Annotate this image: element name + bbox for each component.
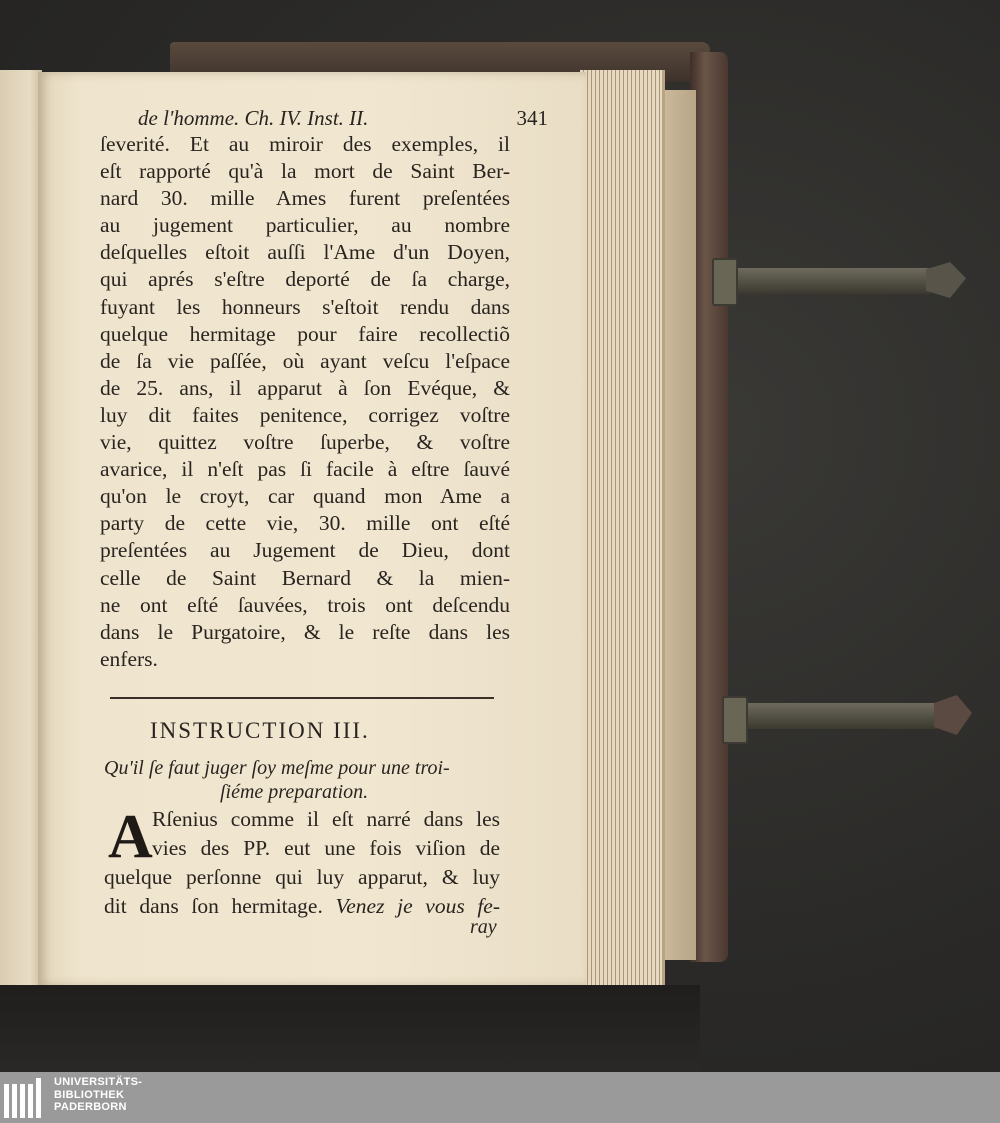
page-stack-shadow bbox=[660, 90, 696, 960]
text-line: au jugement particulier, au nombre bbox=[100, 213, 510, 238]
clasp-bottom-hinge bbox=[722, 696, 748, 744]
body-text bbox=[100, 132, 510, 674]
table-shadow bbox=[0, 985, 700, 1072]
text-line: qui aprés s'eſtre deporté de ſa charge, bbox=[100, 267, 510, 292]
text-line: party de cette vie, 30. mille ont eſté bbox=[100, 511, 510, 536]
text-line: preſentées au Jugement de Dieu, dont bbox=[100, 538, 510, 563]
text-line: fuyant les honneurs s'eſtoit rendu dans bbox=[100, 294, 510, 319]
text-line: qu'on le croyt, car quand mon Ame a bbox=[100, 484, 510, 509]
catchword: ray bbox=[470, 916, 497, 938]
library-footer bbox=[0, 1072, 1000, 1123]
subtitle-line: ſiéme preparation. bbox=[220, 781, 369, 803]
clasp-top bbox=[712, 268, 932, 294]
text-line: quelque perſonne qui luy apparut, & luy bbox=[104, 865, 500, 889]
text-line: ne ont eſté ſauvées, trois ont deſcendu bbox=[100, 592, 510, 617]
subtitle-line: Qu'il ſe faut juger ſoy meſme pour une troi- bbox=[104, 757, 450, 779]
drop-capital: A bbox=[108, 803, 153, 871]
library-name-line: BIBLIOTHEK bbox=[54, 1088, 125, 1101]
text-line: quelque hermitage pour faire recollectiõ bbox=[100, 321, 510, 346]
book-page bbox=[38, 72, 586, 986]
text-line: celle de Saint Bernard & la mien- bbox=[100, 565, 510, 590]
page-stack-fore-edge bbox=[580, 70, 665, 986]
library-logo-icon bbox=[4, 1078, 44, 1118]
facing-page-edge bbox=[0, 70, 42, 990]
text-line: de 25. ans, il apparut à ſon Evéque, & bbox=[100, 375, 510, 400]
text-line: avarice, il n'eſt pas ſi facile à eſtre ſauvé bbox=[100, 457, 510, 482]
text-line: nard 30. mille Ames furent preſentées bbox=[100, 186, 510, 211]
running-header-title: de l'homme. Ch. IV. Inst. II. bbox=[138, 106, 369, 130]
text-line bbox=[104, 894, 500, 923]
paragraph-text bbox=[104, 803, 501, 923]
section-heading: INSTRUCTION III. bbox=[150, 718, 370, 743]
text-line: Rſenius comme il eſt narré dans les bbox=[152, 807, 500, 831]
clasp-top-hinge bbox=[712, 258, 738, 306]
text-line: eſt rapporté qu'à la mort de Saint Ber- bbox=[100, 159, 510, 184]
page-number: 341 bbox=[516, 106, 548, 130]
library-name-line: UNIVERSITÄTS- bbox=[54, 1076, 143, 1088]
section-subtitle bbox=[104, 756, 504, 804]
library-name-line: PADERBORN bbox=[54, 1101, 127, 1113]
text-line: vie, quittez voſtre ſuperbe, & voſtre bbox=[100, 430, 510, 455]
text-line: ſeverité. Et au miroir des exemples, il bbox=[100, 132, 510, 156]
text-line: deſquelles eſtoit auſſi l'Ame d'un Doyen, bbox=[100, 240, 510, 265]
text-line: de ſa vie paſſée, où ayant veſcu l'eſpace bbox=[100, 348, 510, 373]
clasp-bottom bbox=[722, 703, 940, 729]
section-rule bbox=[110, 697, 494, 699]
text-line: dans le Purgatoire, & le reſte dans les bbox=[100, 619, 510, 644]
text-line-italic: Venez je vous fe- bbox=[335, 894, 501, 918]
text-line-plain: dit dans ſon hermitage. bbox=[104, 894, 323, 918]
running-header bbox=[138, 106, 548, 131]
text-line: vies des PP. eut une fois viſion de bbox=[152, 836, 500, 860]
text-line: enfers. bbox=[100, 646, 158, 671]
text-line: luy dit faites penitence, corrigez voſtre bbox=[100, 402, 510, 427]
library-name bbox=[54, 1076, 142, 1114]
